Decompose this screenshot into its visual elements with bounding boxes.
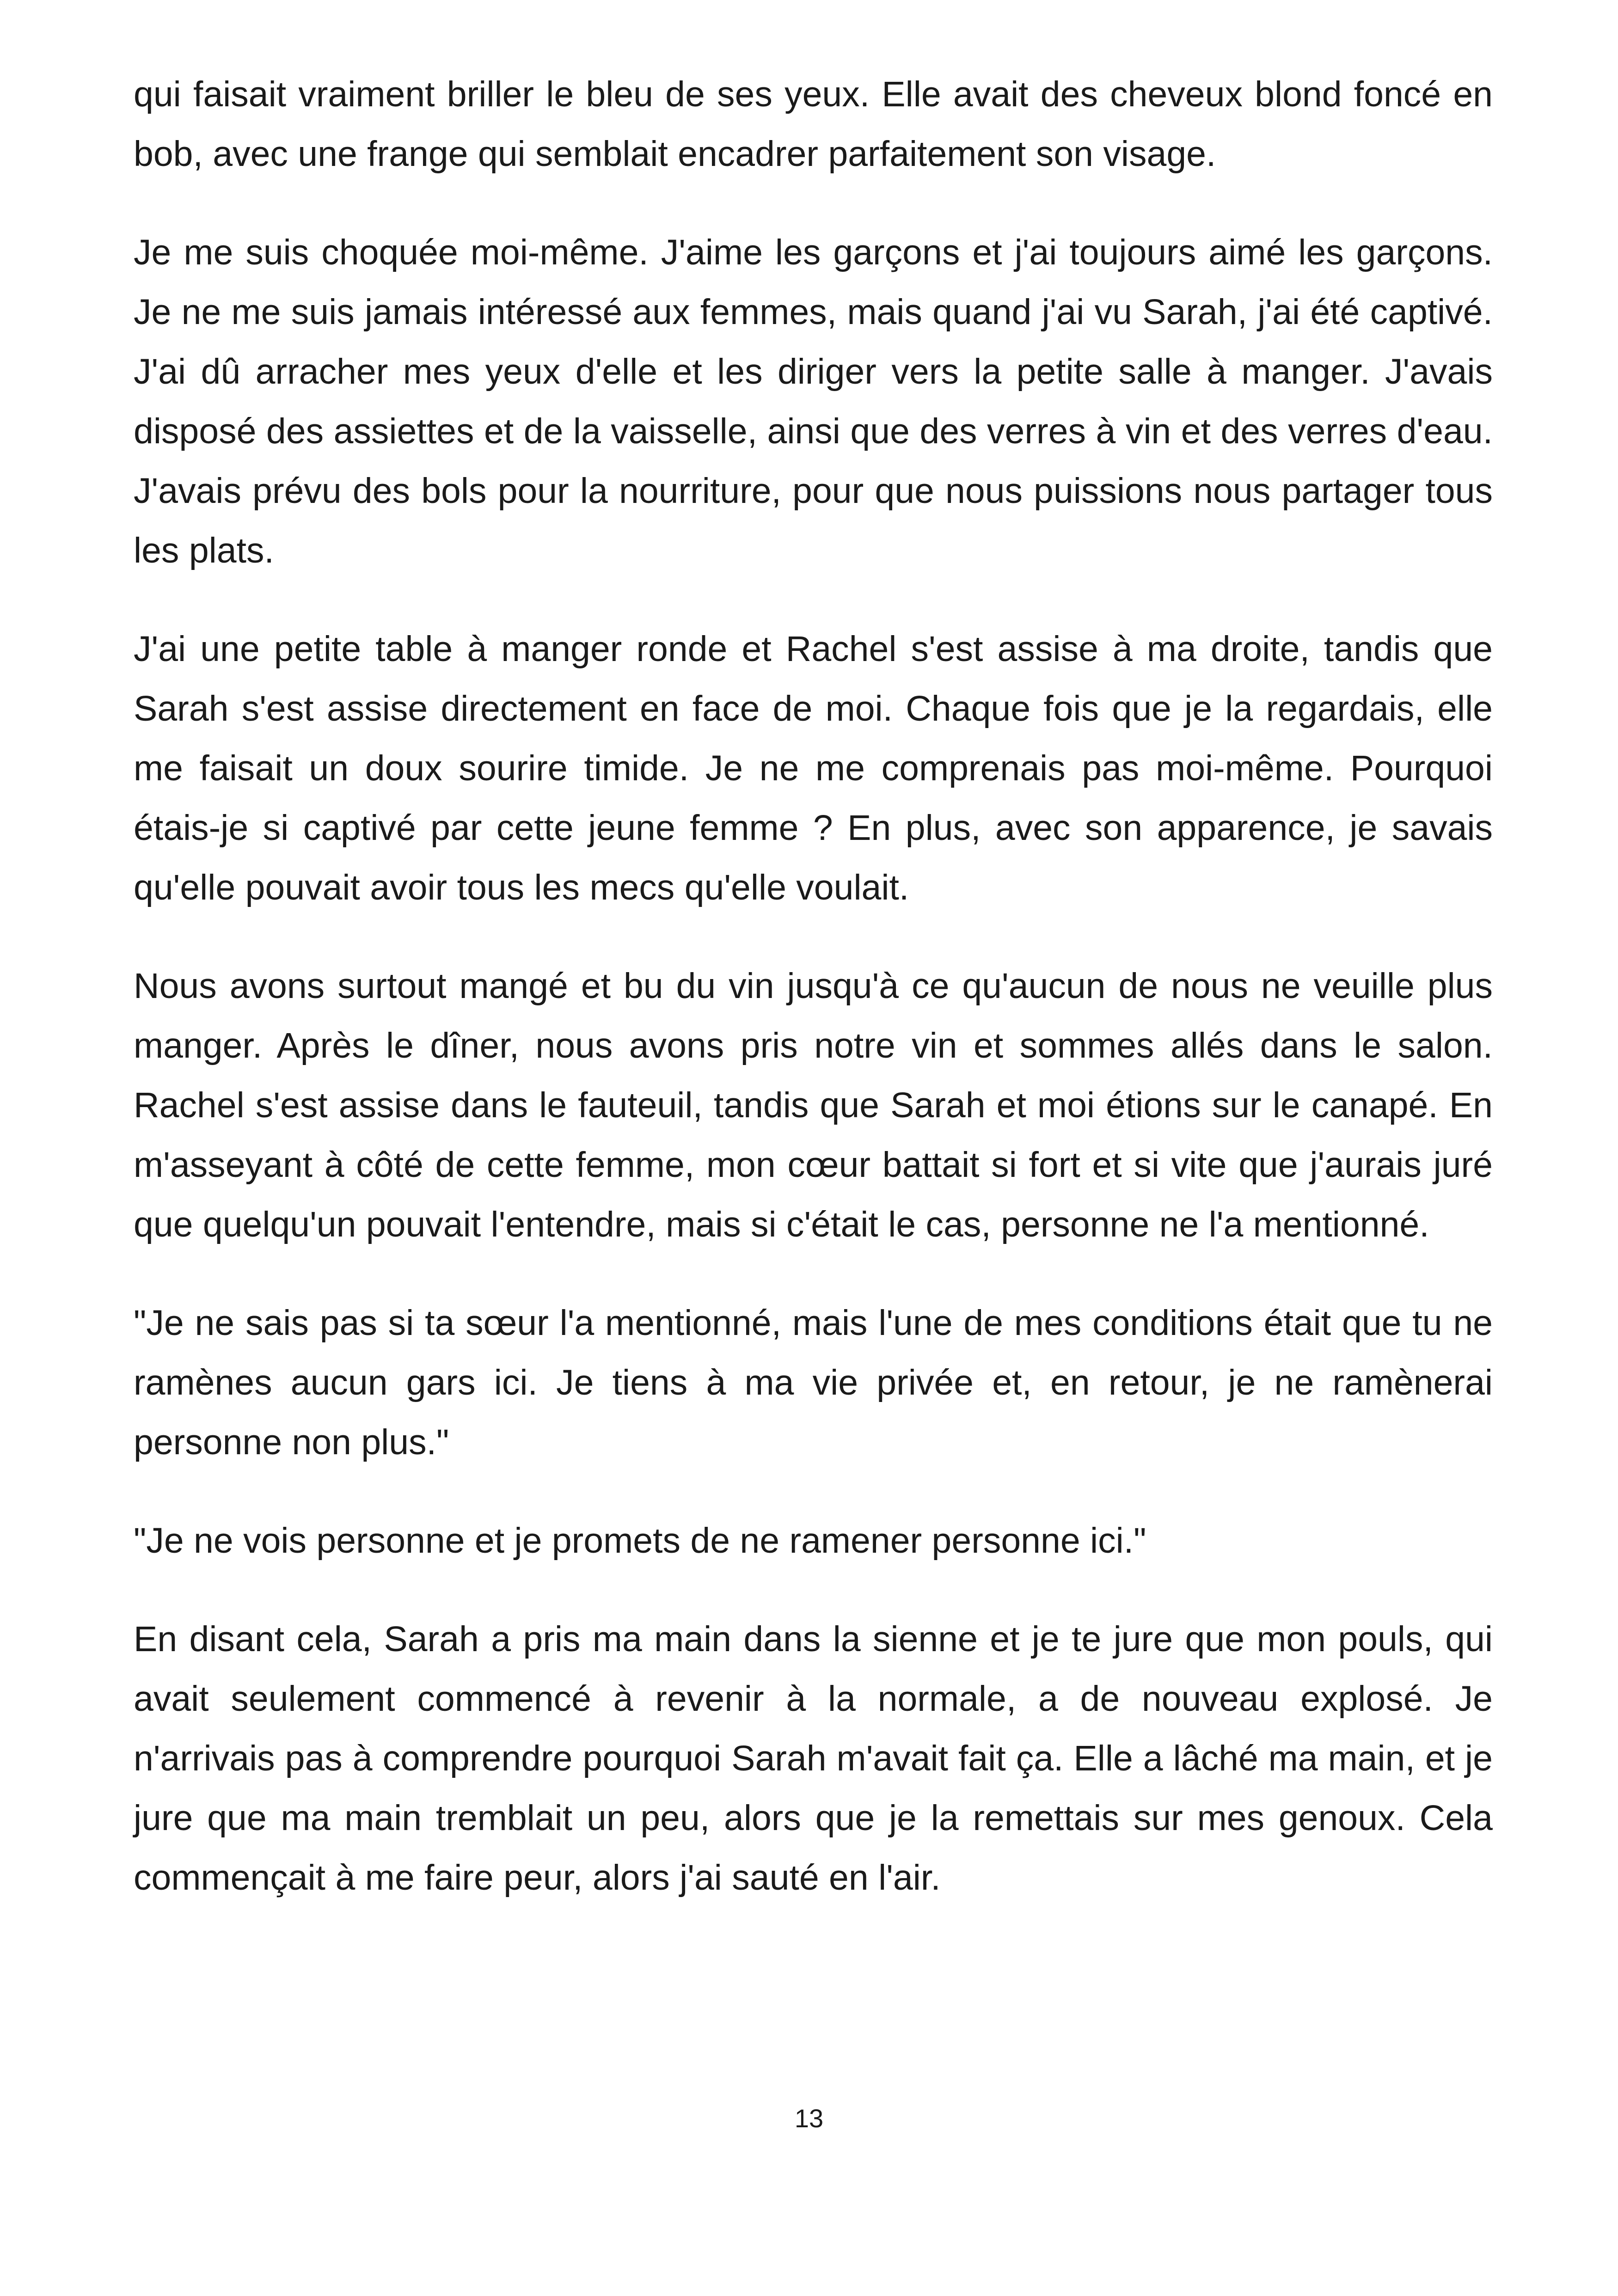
paragraph-2: Je me suis choquée moi-même. J'aime les garçons et j'ai toujours aimé les garçons. Je ne me suis jamais intéressé aux femmes, mais quand j'ai vu Sarah, j'ai été captivé. J'ai dû arracher mes yeux d'elle et les diriger vers la petite salle à manger. J'avais disposé des assiettes et de la vaisselle, ainsi que des verres à vin et des verres d'eau. J'avais prévu des bols pour la nourriture, pour que nous puissions nous partager tous les plats. xyxy=(134,233,1493,570)
paragraph-6: "Je ne vois personne et je promets de ne ramener personne ici." xyxy=(134,1521,1146,1561)
paragraph-4: Nous avons surtout mangé et bu du vin jusqu'à ce qu'aucun de nous ne veuille plus manger. Après le dîner, nous avons pris notre vin et sommes allés dans le salon. Rachel s'est assise dans le fauteuil, tandis que Sarah et moi étions sur le canapé. En m'asseyant à côté de cette femme, mon cœur battait si fort et si vite que j'aurais juré que quelqu'un pouvait l'entendre, mais si c'était le cas, personne ne l'a mentionné. xyxy=(134,966,1493,1244)
paragraph-3: J'ai une petite table à manger ronde et Rachel s'est assise à ma droite, tandis que Sarah s'est assise directement en face de moi. Chaque fois que je la regardais, elle me faisait un doux sourire timide. Je ne me comprenais pas moi-même. Pourquoi étais-je si captivé par cette jeune femme ? En plus, avec son apparence, je savais qu'elle pouvait avoir tous les mecs qu'elle voulait. xyxy=(134,629,1493,907)
body-text xyxy=(134,65,1493,1908)
paragraph-5: "Je ne sais pas si ta sœur l'a mentionné, mais l'une de mes conditions était que tu ne ramènes aucun gars ici. Je tiens à ma vie privée et, en retour, je ne ramènerai personne non plus." xyxy=(134,1303,1493,1462)
page-number: 13 xyxy=(794,2104,824,2133)
paragraph-1: qui faisait vraiment briller le bleu de ses yeux. Elle avait des cheveux blond foncé en bob, avec une frange qui semblait encadrer parfaitement son visage. xyxy=(134,74,1493,174)
paragraph-7: En disant cela, Sarah a pris ma main dans la sienne et je te jure que mon pouls, qui avait seulement commencé à revenir à la normale, a de nouveau explosé. Je n'arrivais pas à comprendre pourquoi Sarah m'avait fait ça. Elle a lâché ma main, et je jure que ma main tremblait un peu, alors que je la remettais sur mes genoux. Cela commençait à me faire peur, alors j'ai sauté en l'air. xyxy=(134,1619,1493,1898)
